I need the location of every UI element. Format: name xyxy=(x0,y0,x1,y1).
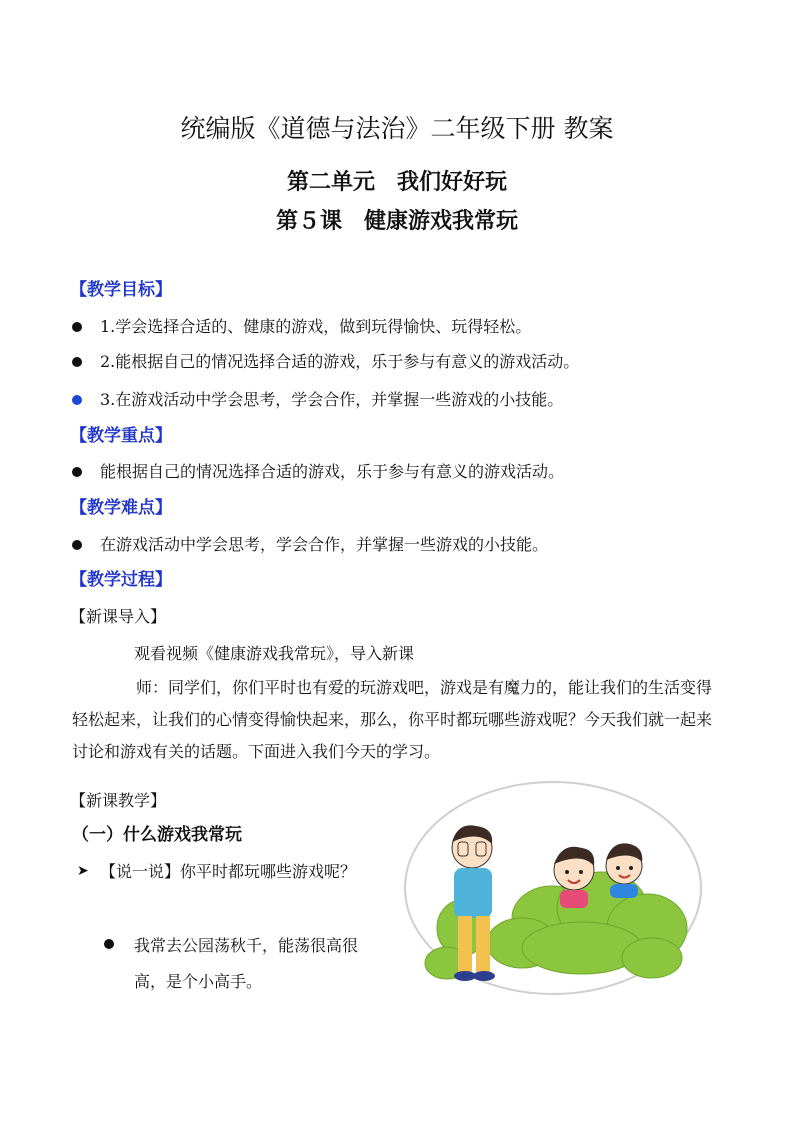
part1-heading: （一）什么游戏我常玩 xyxy=(72,825,242,845)
bullet-icon xyxy=(72,395,82,405)
process-heading: 【教学过程】 xyxy=(70,570,172,590)
lesson-title: 第５课 健康游戏我常玩 xyxy=(275,209,518,234)
difficulties-heading: 【教学难点】 xyxy=(70,498,172,518)
children-hide-and-seek-illustration xyxy=(402,778,704,998)
key-point-text: 能根据自己的情况选择合适的游戏，乐于参与有意义的游戏活动。 xyxy=(100,462,565,481)
objectives-heading: 【教学目标】 xyxy=(70,280,172,300)
objective-text: 1.学会选择合适的、健康的游戏，做到玩得愉快、玩得轻松。 xyxy=(100,317,532,336)
bullet-icon xyxy=(72,540,82,550)
key-points-heading: 【教学重点】 xyxy=(70,426,172,446)
arrow-bullet-icon: ➤ xyxy=(77,863,89,879)
new-lesson-heading: 【新课教学】 xyxy=(70,791,167,810)
bullet-icon xyxy=(72,357,82,367)
difficulty-text: 在游戏活动中学会思考，学会合作，并掌握一些游戏的小技能。 xyxy=(100,535,549,554)
intro-video-text: 观看视频《健康游戏我常玩》，导入新课 xyxy=(134,644,415,663)
objective-text: 3.在游戏活动中学会思考，学会合作，并掌握一些游戏的小技能。 xyxy=(100,390,564,409)
objective-text: 2.能根据自己的情况选择合适的游戏，乐于参与有意义的游戏活动。 xyxy=(100,352,580,371)
answer-text: 我常去公园荡秋千，能荡很高很高，是个小高手。 xyxy=(134,936,359,991)
unit-title: 第二单元 我们好好玩 xyxy=(286,170,507,195)
teacher-speech: 师：同学们，你们平时也有爱的玩游戏吧，游戏是有魔力的，能让我们的生活变得轻松起来，让我们的心情变得愉快起来，那么，你平时都玩哪些游戏呢？今天我们就一起来讨论和游戏有关的话题。下面进入我们今天的学习。 xyxy=(72,678,713,761)
document-title: 统编版《道德与法治》二年级下册 教案 xyxy=(180,114,614,143)
bullet-icon xyxy=(104,939,114,949)
bullet-icon xyxy=(72,322,82,332)
bullet-icon xyxy=(72,467,82,477)
intro-heading: 【新课导入】 xyxy=(70,607,167,626)
say-prompt: 【说一说】你平时都玩哪些游戏呢？ xyxy=(100,862,357,881)
